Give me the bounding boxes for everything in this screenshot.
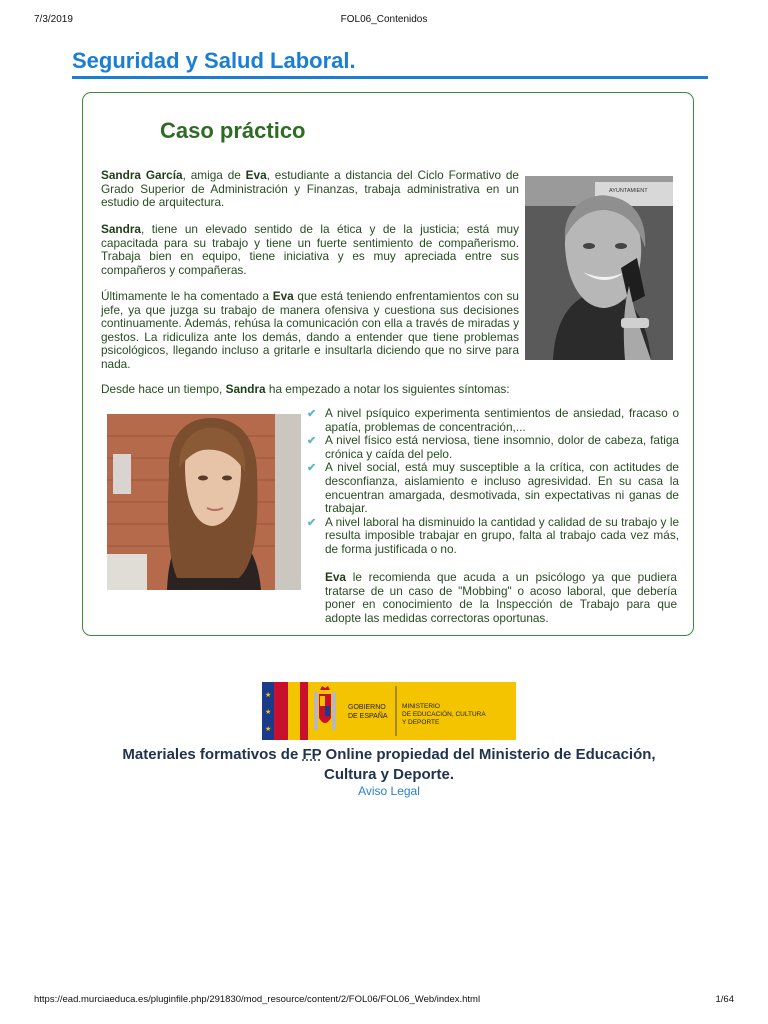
symptom-item: ✔ A nivel físico está nerviosa, tiene insomnio, dolor de cabeza, fatiga crónica y caída del pelo. [307, 433, 679, 461]
print-page-number: 1/64 [715, 994, 734, 1005]
legal-notice-link[interactable]: Aviso Legal [358, 784, 420, 798]
check-icon: ✔ [307, 462, 317, 475]
svg-text:DE ESPAÑA: DE ESPAÑA [348, 713, 388, 720]
government-logo-svg [262, 682, 516, 740]
sandra-photo [525, 176, 673, 360]
check-icon: ✔ [307, 516, 317, 529]
svg-text:★: ★ [265, 709, 272, 716]
print-url: https://ead.murciaeduca.es/pluginfile.php/291830/mod_resource/content/2/FOL06/FOL06_Web/index.html [34, 994, 481, 1005]
case-paragraph-5: Eva le recomienda que acuda a un psicólogo ya que pudiera tratarse de un caso de "Mobbing" o acoso laboral, que debería poner en conocimiento de la Inspección de Trabajo para que adopte las medidas correctoras oportunas. [325, 570, 677, 625]
svg-text:★: ★ [265, 726, 272, 733]
symptom-item: ✔ A nivel psíquico experimenta sentimientos de ansiedad, fracaso o apatía, problemas de concentración,... [307, 406, 679, 434]
svg-text:AYUNTAMIENT: AYUNTAMIENT [609, 188, 648, 194]
svg-text:DE EDUCACIÓN, CULTURA: DE EDUCACIÓN, CULTURA [402, 711, 486, 718]
fp-abbreviation: FP [302, 746, 322, 763]
svg-text:GOBIERNO: GOBIERNO [348, 704, 386, 711]
svg-text:Y DEPORTE: Y DEPORTE [402, 719, 440, 726]
print-doc-title: FOL06_Contenidos [340, 14, 428, 25]
eva-photo [107, 414, 301, 590]
case-paragraph-2: Sandra, tiene un elevado sentido de la ética y de la justicia; está muy capacitada para su trabajo y tiene un fuerte sentimiento de compañerismo. Trabaja bien en equipo, tiene iniciativa y es muy apreciada entre sus compañeros y compañeras. [101, 222, 519, 277]
case-paragraph-4: Desde hace un tiempo, Sandra ha empezado a notar los siguientes síntomas: [101, 382, 510, 396]
check-icon: ✔ [307, 435, 317, 448]
symptoms-list [305, 407, 679, 557]
svg-text:★: ★ [265, 692, 272, 699]
check-icon: ✔ [307, 408, 317, 420]
symptom-item: ✔ A nivel laboral ha disminuido la cantidad y calidad de su trabajo y le resulta imposible trabajar en grupo, falta al trabajo cada vez más, de forma justificada o no. [307, 514, 679, 556]
page-title: Seguridad y Salud Laboral. [72, 48, 708, 79]
case-paragraph-3: Últimamente le ha comentado a Eva que está teniendo enfrentamientos con su jefe, ya que juzga su trabajo de manera ofensiva y cuestiona sus decisiones continuamente. Además, rehúsa la comunicación con ella a través de miradas y gestos. La ridiculiza ante los demás, dando a entender que tiene problemas psicológicos, llegando incluso a gritarle e insultarla diciendo que no sirve para nada. [101, 289, 519, 371]
print-date: 7/3/2019 [34, 14, 73, 25]
case-paragraph-1: Sandra García, amiga de Eva, estudiante a distancia del Ciclo Formativo de Grado Superior de Administración y Finanzas, trabaja administrativa en un estudio de arquitectura. [101, 168, 519, 210]
footer-credit: Materiales formativos de FP Online propiedad del Ministerio de Educación, Cultura y Deporte. [122, 746, 656, 783]
symptom-item: ✔ A nivel social, está muy susceptible a la crítica, con actitudes de desconfianza, aislamiento e incluso agresividad. En su casa la encuentran amargada, desmotivada, sin expectativas ni ganas de trabajar. [307, 460, 679, 516]
case-title: Caso práctico [160, 118, 306, 143]
ministry-logo [262, 682, 516, 740]
svg-text:MINISTERIO: MINISTERIO [402, 703, 440, 710]
